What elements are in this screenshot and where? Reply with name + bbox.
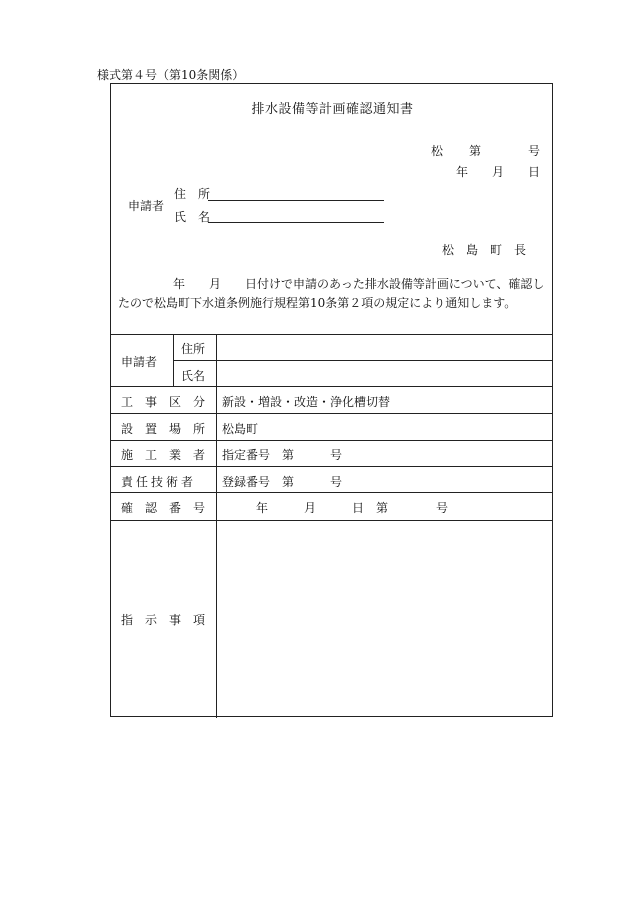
issuer-title: 松 島 町 長 [442, 243, 527, 257]
engineer-label: 責任技術者 [121, 475, 197, 489]
notice-number-suffix: 号 [528, 144, 541, 158]
instructions-area [217, 521, 553, 717]
confirm-number-value: 年 月 日 第 号 [256, 501, 449, 515]
instructions-label: 指 示 事 項 [121, 613, 206, 627]
table-top-border [111, 334, 552, 335]
table-address-label: 住所 [181, 342, 206, 356]
applicant-name-label: 氏 名 [174, 210, 211, 224]
location-label: 設 置 場 所 [121, 422, 206, 436]
form-number-label: 様式第４号（第10条関係） [97, 68, 245, 82]
contractor-label: 施 工 業 者 [121, 448, 206, 462]
applicant-sub-divider [173, 334, 174, 386]
confirm-number-label: 確 認 番 号 [121, 501, 206, 515]
table-applicant-label: 申請者 [121, 355, 158, 369]
notice-date-month: 月 [492, 165, 505, 179]
row-divider-5 [111, 492, 552, 493]
applicant-inner-divider [173, 360, 552, 361]
engineer-value: 登録番号 第 号 [222, 475, 343, 489]
applicant-address-line [208, 200, 384, 201]
notice-form [110, 83, 553, 717]
applicant-heading: 申請者 [128, 199, 165, 213]
notice-date-day: 日 [528, 165, 541, 179]
applicant-name-line [208, 222, 384, 223]
notice-body-text [118, 275, 550, 313]
notice-body-sentence: 年 月 日付けで申請のあった排水設備等計画について、確認したので松島町下水道条例施行規程第10条第２項の規定により通知します。 [118, 277, 545, 310]
document-title: 排水設備等計画確認通知書 [251, 102, 414, 117]
work-type-label: 工 事 区 分 [121, 395, 206, 409]
location-value: 松島町 [222, 422, 259, 436]
notice-number-middle: 第 [469, 144, 482, 158]
row-divider-4 [111, 466, 552, 467]
notice-date-year: 年 [456, 165, 469, 179]
row-divider-2 [111, 413, 552, 414]
work-type-value: 新設・増設・改造・浄化槽切替 [222, 395, 391, 409]
notice-number-prefix: 松 [431, 144, 444, 158]
row-divider-1 [111, 386, 552, 387]
table-name-label: 氏名 [181, 369, 206, 383]
applicant-address-label: 住 所 [174, 187, 211, 201]
contractor-value: 指定番号 第 号 [222, 448, 343, 462]
row-divider-3 [111, 440, 552, 441]
